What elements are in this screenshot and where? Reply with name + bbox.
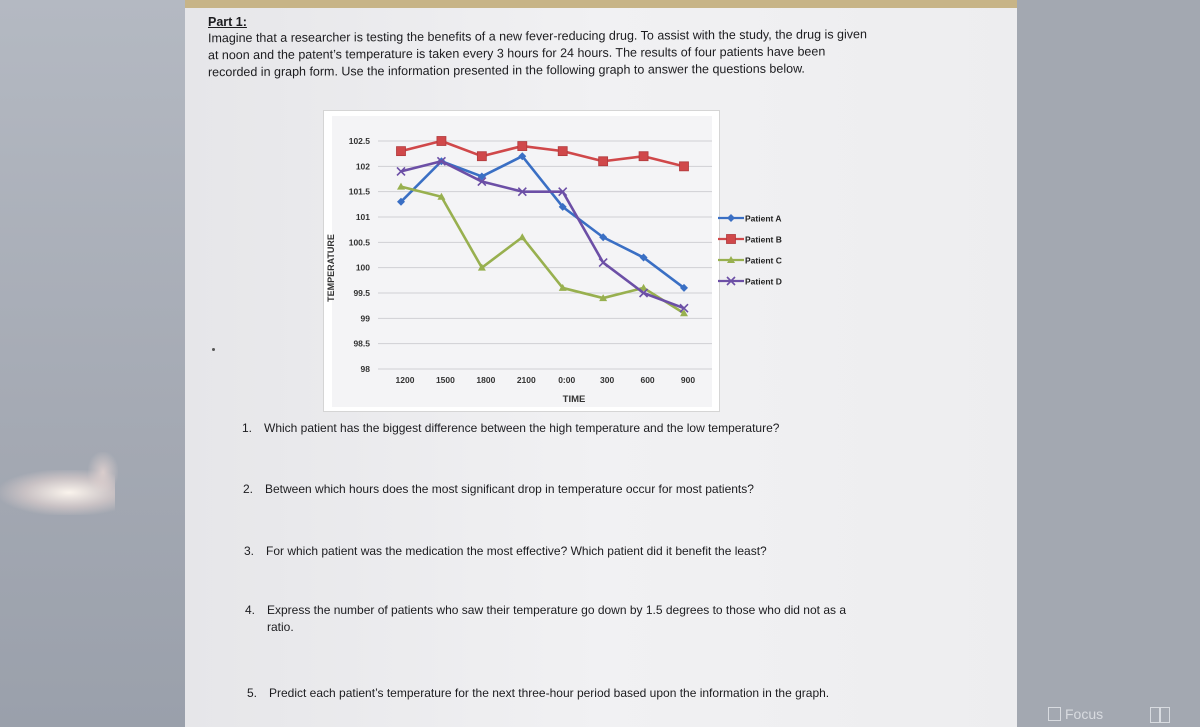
y-tick-label: 100.5 xyxy=(348,237,370,248)
focus-label: Focus xyxy=(1065,706,1104,722)
data-point xyxy=(397,147,406,156)
question-text: For which patient was the medication the most effective? Which patient did it benefit the least? xyxy=(266,544,767,558)
question-number: 2. xyxy=(243,482,254,496)
y-tick-label: 99.5 xyxy=(353,288,370,298)
question-2 xyxy=(243,481,754,498)
question-number: 4. xyxy=(245,603,256,617)
data-point xyxy=(680,162,689,171)
question-text-continued: ratio. xyxy=(267,620,294,634)
legend-entry xyxy=(718,256,782,266)
y-tick-labels xyxy=(349,136,371,374)
intro-line: recorded in graph form. Use the information presented in the following graph to answer the questions below. xyxy=(208,61,805,80)
y-tick-label: 101.5 xyxy=(348,186,370,197)
question-3 xyxy=(244,543,767,560)
legend-entry xyxy=(718,214,782,224)
x-tick-label: 900 xyxy=(680,375,696,385)
series-patient-c xyxy=(397,183,688,317)
data-point xyxy=(518,142,527,151)
data-point xyxy=(558,147,567,156)
y-tick-label: 99 xyxy=(360,313,370,324)
x-tick-label: 1500 xyxy=(435,375,455,385)
data-point xyxy=(599,157,608,166)
x-tick-label: 1800 xyxy=(476,375,496,385)
intro-line: Imagine that a researcher is testing the benefits of a new fever-reducing drug. To assist with the study, the drug is given xyxy=(208,27,867,46)
question-number: 3. xyxy=(244,544,255,558)
data-point xyxy=(727,214,735,222)
data-point xyxy=(727,235,736,244)
data-point xyxy=(639,152,648,161)
question-number: 5. xyxy=(247,686,258,700)
legend-label: Patient A xyxy=(745,213,782,224)
question-text: Between which hours does the most significant drop in temperature occur for most patients? xyxy=(265,482,754,496)
x-tick-label: 600 xyxy=(640,375,655,385)
legend-entry xyxy=(718,277,782,287)
x-tick-label: 1200 xyxy=(395,375,415,385)
question-4 xyxy=(245,602,846,636)
x-tick-label: 2100 xyxy=(516,375,536,385)
question-text: Predict each patient’s temperature for the next three-hour period based upon the information in the graph. xyxy=(269,686,830,700)
y-tick-label: 102.5 xyxy=(348,136,370,146)
y-tick-label: 100 xyxy=(355,262,370,273)
chart-series xyxy=(397,137,689,317)
series-patient-b xyxy=(397,137,689,171)
y-axis-label: TEMPERATURE xyxy=(326,234,336,302)
reader-view-icon[interactable] xyxy=(1150,707,1170,723)
x-tick-label: 300 xyxy=(600,375,615,385)
question-text: Express the number of patients who saw their temperature go down by 1.5 degrees to those who did not as a xyxy=(267,603,847,617)
question-5 xyxy=(247,685,829,702)
data-point xyxy=(518,233,526,240)
data-point xyxy=(437,137,446,146)
focus-icon xyxy=(1048,707,1061,721)
intro-line: at noon and the patent’s temperature is taken every 3 hours for 24 hours. The results of four patients have been xyxy=(208,44,826,63)
x-tick-label: 0:00 xyxy=(558,375,576,385)
legend-entry xyxy=(718,235,782,245)
data-point xyxy=(477,152,486,161)
y-tick-label: 98 xyxy=(360,364,370,374)
legend-label: Patient C xyxy=(745,255,782,266)
data-point xyxy=(599,259,607,267)
focus-button[interactable] xyxy=(1048,706,1103,722)
x-axis-label: TIME xyxy=(562,394,586,405)
series-patient-a xyxy=(397,152,688,292)
question-1 xyxy=(242,420,779,437)
x-tick-labels xyxy=(396,375,696,385)
legend-label: Patient B xyxy=(745,234,782,245)
chart-legend xyxy=(718,214,782,287)
y-tick-label: 102 xyxy=(355,161,370,172)
y-tick-label: 101 xyxy=(355,212,370,222)
legend-label: Patient D xyxy=(745,276,782,287)
y-tick-label: 98.5 xyxy=(353,338,370,349)
question-number: 1. xyxy=(242,421,253,435)
part-title: Part 1: xyxy=(208,15,247,29)
question-text: Which patient has the biggest difference between the high temperature and the low temperature? xyxy=(264,421,780,435)
series-line xyxy=(401,156,684,288)
